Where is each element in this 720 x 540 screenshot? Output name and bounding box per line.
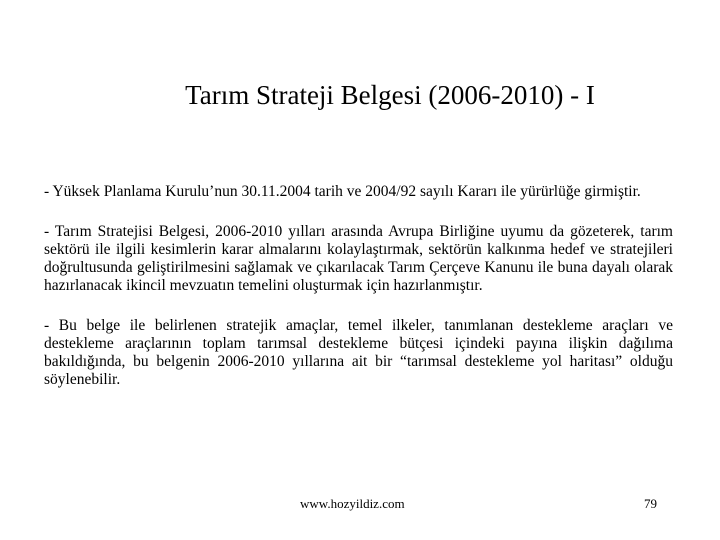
slide-body [44,183,673,411]
page-number: 79 [644,496,657,511]
footer-url: www.hozyildiz.com [300,496,405,511]
paragraph-1: - Yüksek Planlama Kurulu’nun 30.11.2004 tarih ve 2004/92 sayılı Kararı ile yürürlüğe girmiştir. [44,183,641,200]
paragraph-3: - Bu belge ile belirlenen stratejik amaçlar, temel ilkeler, tanımlanan destekleme araçları ve destekleme araçlarının toplam tarımsal destekleme bütçesi içindeki payına ilişkin dağılıma bakıldığında, bu belgenin 2006-2010 yıllarına ait bir “tarımsal destekleme yol haritası” olduğu söylenebilir. [44,317,673,388]
paragraph-2: - Tarım Stratejisi Belgesi, 2006-2010 yılları arasında Avrupa Birliğine uyumu da gözeterek, tarım sektörü ile ilgili kesimlerin karar almalarını kolaylaştırmak, sektörün kalkınma hedef ve stratejileri doğrultusunda geliştirilmesini sağlamak ve çıkarılacak Tarım Çerçeve Kanunu ile buna dayalı olarak hazırlanacak ikincil mevzuatın temelini oluşturmak için hazırlanmıştır. [44,223,673,294]
slide-title: Tarım Strateji Belgesi (2006-2010) - I [185,80,595,110]
